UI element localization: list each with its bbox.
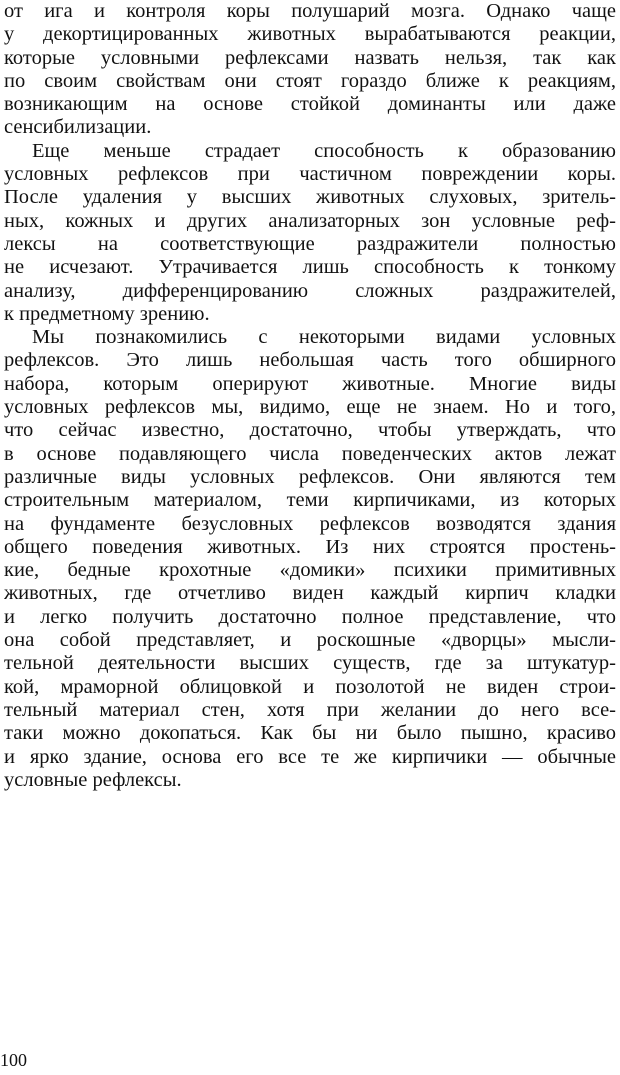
text-line: по своим свойствам они стоят гораздо ближе к реакциям,: [4, 69, 616, 92]
paragraph-3: [4, 326, 616, 792]
text-line: тельной деятельности высших существ, где за штукатур-: [4, 652, 616, 675]
text-line: условных рефлексов мы, видимо, еще не знаем. Но и того,: [4, 396, 616, 419]
text-line: таки можно докопаться. Как бы ни было пышно, красиво: [4, 722, 616, 745]
paragraph-2: [4, 140, 616, 326]
text-line: не исчезают. Утрачивается лишь способность к тонкому: [4, 256, 616, 279]
page-number: 100: [0, 1050, 27, 1070]
text-line: рефлексов. Это лишь небольшая часть того обширного: [4, 349, 616, 372]
text-line: возникающим на основе стойкой доминанты или даже: [4, 93, 616, 116]
text-line: животных, где отчетливо виден каждый кирпич кладки: [4, 582, 616, 605]
text-line: и ярко здание, основа его все те же кирпичики — обычные: [4, 745, 616, 768]
text-column: [4, 0, 616, 792]
text-line: у декортицированных животных вырабатываются реакции,: [4, 23, 616, 46]
text-line: она собой представляет, и роскошные «дворцы» мысли-: [4, 629, 616, 652]
text-line: условные рефлексы.: [4, 768, 182, 791]
text-line: строительным материалом, теми кирпичиками, из которых: [4, 489, 616, 512]
text-line: лексы на соответствующие раздражители полностью: [4, 232, 616, 255]
text-line: кие, бедные крохотные «домики» психики примитивных: [4, 559, 616, 582]
text-line: Мы познакомились с некоторыми видами условных: [32, 326, 616, 349]
text-line: ных, кожных и других анализаторных зон условные реф-: [4, 209, 616, 232]
text-line: тельный материал стен, хотя при желании до него все-: [4, 698, 616, 721]
text-line: кой, мраморной облицовкой и позолотой не виден строи-: [4, 675, 616, 698]
text-line: и легко получить достаточно полное представление, что: [4, 605, 616, 628]
text-line: Еще меньше страдает способность к образованию: [32, 139, 616, 162]
text-line: анализу, дифференцированию сложных раздражителей,: [4, 279, 616, 302]
text-line: условных рефлексов при частичном повреждении коры.: [4, 163, 616, 186]
text-line: на фундаменте безусловных рефлексов возводятся здания: [4, 512, 616, 535]
text-line: общего поведения животных. Из них строятся простень-: [4, 535, 616, 558]
text-line: в основе подавляющего числа поведенческих актов лежат: [4, 442, 616, 465]
text-line: набора, которым оперируют животные. Многие виды: [4, 372, 616, 395]
text-line: После удаления у высших животных слуховых, зритель-: [4, 186, 616, 209]
text-line: к предметному зрению.: [4, 302, 210, 325]
text-line: которые условными рефлексами назвать нельзя, так как: [4, 46, 616, 69]
text-line: сенсибилизации.: [4, 116, 152, 139]
text-line: что сейчас известно, достаточно, чтобы утверждать, что: [4, 419, 616, 442]
text-line: от ига и контроля коры полушарий мозга. Однако чаще: [4, 0, 616, 22]
text-line: различные виды условных рефлексов. Они являются тем: [4, 465, 616, 488]
paragraph-1: [4, 0, 616, 140]
